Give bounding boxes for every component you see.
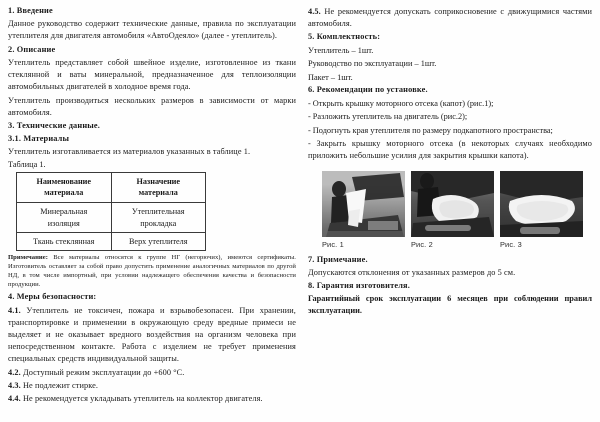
section-heading-completeness: 5. Комплектность: [307, 32, 381, 42]
figure-1 [322, 171, 405, 249]
safety-item-44-number: 4.4. [8, 394, 21, 404]
completeness-item-bag: Пакет – 1шт. [307, 72, 353, 82]
material-purpose-1-line-1: Утеплительная [131, 207, 185, 217]
safety-item-42 [8, 367, 296, 379]
safety-item-43-text: Не подлежит стирке. [22, 380, 99, 390]
installation-step-1: - Открыть крышку моторного отсека (капот) (рис.1); [307, 98, 494, 108]
figure-3 [500, 171, 583, 249]
safety-item-45-text: Не рекомендуется допускать соприкосновение с движущимися частями автомобиля. [307, 7, 592, 29]
safety-item-43-number: 4.3. [8, 380, 21, 390]
right-column [302, 6, 596, 418]
safety-item-45-number: 4.5. [307, 7, 321, 16]
installation-step-4: - Закрыть крышку моторного отсека (в некоторых случаях необходимо приложить небольшие усилия для закрытия крышки капота). [307, 139, 592, 161]
table-cell-material-purpose-2: Верх утеплителя [111, 233, 206, 251]
table-cell-material-purpose-1 [111, 203, 206, 233]
materials-note-label: Примечание: [8, 254, 48, 262]
material-name-1-line-1: Минеральная [40, 207, 88, 217]
figures-row [322, 171, 592, 249]
safety-item-41-number: 4.1. [8, 305, 21, 315]
left-column [4, 6, 302, 418]
figure-3-caption: Рис. 3 [499, 239, 522, 249]
section-heading-warranty: 8. Гарантия изготовителя. [307, 281, 410, 290]
table-header-cell-purpose [111, 172, 206, 203]
safety-item-44 [8, 393, 296, 405]
section-heading-note: 7. Примечание. [307, 254, 368, 264]
safety-item-43 [8, 380, 296, 392]
safety-item-42-text: Доступный режим эксплуатации до +600 °С. [22, 367, 185, 377]
warranty-text: Гарантийный срок эксплуатации 6 месяцев при соблюдении правил эксплуатации. [307, 294, 592, 316]
description-paragraph-1: Утеплитель представляет собой швейное изделие, изготовленное из ткани стеклянной и ваты минеральной, предназначенное для теплоизоляции автомобильных двигателей в холодное время года. [8, 57, 296, 91]
figure-2-photo [411, 171, 494, 237]
section-heading-technical-data: 3. Технические данные. [8, 121, 100, 131]
insulation-spread-photo-icon [500, 171, 583, 237]
table-header-purpose-line-2: материала [138, 188, 178, 198]
figure-2-caption: Рис. 2 [410, 239, 433, 249]
table-cell-material-name-2: Ткань стеклянная [17, 233, 112, 251]
table-header-row [17, 172, 206, 203]
table-header-name-line-2: материала [44, 188, 84, 198]
material-name-1-line-2: изоляция [47, 218, 80, 228]
section-heading-description: 2. Описание [8, 44, 56, 54]
table-row [17, 203, 206, 233]
safety-item-42-number: 4.2. [8, 367, 21, 377]
completeness-item-manual: Руководство по эксплуатации – 1шт. [307, 59, 437, 69]
introduction-paragraph: Данное руководство содержит технические данные, правила по эксплуатации утеплителя для двигателя автомобиля «АвтоОдеяло» (далее - утеплитель). [8, 19, 296, 41]
completeness-item-insulation: Утеплитель – 1шт. [307, 45, 374, 55]
table-row [17, 233, 206, 251]
figure-3-photo [500, 171, 583, 237]
table-header-cell-name [17, 172, 112, 203]
safety-item-41 [8, 305, 296, 365]
materials-note [8, 254, 296, 289]
materials-note-text: Все материалы относятся к группе НГ (негорючих), имеются сертификаты. Изготовитель оставляет за собой право допустить применение аналогичных материалов по другой НД, в том числе импортный, при условии надлежащего обеспечения качества и безопасности продукции. [8, 254, 296, 288]
materials-paragraph: Утеплитель изготавливается из материалов указанных в таблице 1. [8, 146, 251, 156]
table-label: Таблица 1. [8, 160, 46, 170]
section-heading-safety: 4. Меры безопасности: [8, 292, 97, 302]
figure-1-caption: Рис. 1 [321, 239, 344, 249]
figure-1-photo [322, 171, 405, 237]
table-cell-material-name-1 [17, 203, 112, 233]
section-heading-installation: 6. Рекомендации по установке. [307, 85, 428, 95]
section-heading-introduction: 1. Введение [8, 6, 53, 15]
figure-2 [411, 171, 494, 249]
insulation-on-engine-photo-icon [411, 171, 494, 237]
note-deviations-text: Допускаются отклонения от указанных размеров до 5 см. [307, 267, 516, 277]
section-heading-materials: 3.1. Материалы [8, 133, 70, 143]
installation-step-3: - Подогнуть края утеплителя по размеру подкапотного пространства; [307, 125, 553, 135]
installation-step-2: - Разложить утеплитель на двигатель (рис.2); [307, 112, 468, 122]
safety-item-45 [308, 6, 592, 30]
description-paragraph-2: Утеплитель производиться нескольких размеров в зависимости от марки автомобиля. [8, 96, 296, 118]
table-header-name-line-1: Наименование [36, 176, 92, 186]
table-header-purpose-line-1: Назначение [136, 176, 181, 186]
materials-table [16, 172, 206, 252]
safety-item-41-text: Утеплитель не токсичен, пожара и взрывобезопасен. При хранении, транспортировке и применении в окружающую среду вредные примеси не выделяет и не оказывает вредного воздействия на организм человека при непосредственном контакте. Работа с изделием не требует применения специальных средств индивидуальной защиты. [8, 305, 296, 363]
material-purpose-1-line-2: прокладка [140, 218, 177, 228]
safety-item-44-text: Не рекомендуется укладывать утеплитель на коллектор двигателя. [22, 394, 263, 404]
car-hood-open-photo-icon [322, 171, 405, 237]
